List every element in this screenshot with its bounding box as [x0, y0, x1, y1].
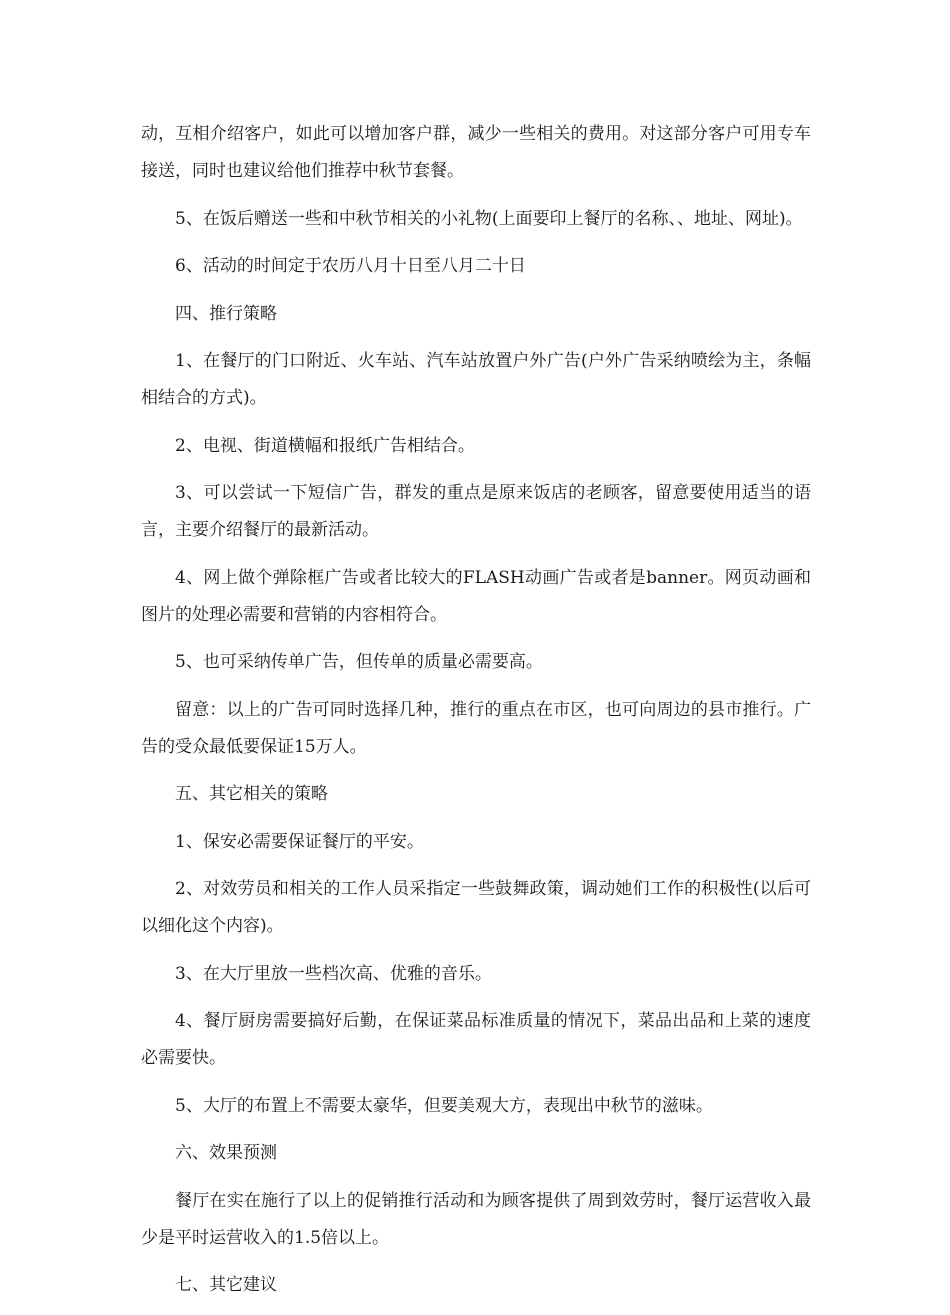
section-heading: 七、其它建议: [175, 1275, 277, 1295]
paragraph: 5、大厅的布置上不需要太豪华，但要美观大方，表现出中秋节的滋味。: [175, 1095, 713, 1116]
paragraph: 餐厅在实在施行了以上的促销推行活动和为顾客提供了周到效劳时，餐厅运营收入最少是平时运营收入的1.5倍以上。: [141, 1190, 811, 1248]
document-body: [141, 116, 811, 1315]
paragraph: 动，互相介绍客户，如此可以增加客户群，减少一些相关的费用。对这部分客户可用专车接送，同时也建议给他们推荐中秋节套餐。: [141, 124, 811, 181]
paragraph: 留意：以上的广告可同时选择几种，推行的重点在市区，也可向周边的县市推行。广告的受众最低要保证15万人。: [141, 699, 811, 757]
section-heading: 六、效果预测: [175, 1143, 277, 1163]
paragraph: 4、餐厅厨房需要搞好后勤，在保证菜品标准质量的情况下，菜品出品和上菜的速度必需要快。: [141, 1011, 811, 1068]
paragraph: 3、在大厅里放一些档次高、优雅的音乐。: [175, 963, 492, 984]
section-heading: 五、其它相关的策略: [175, 784, 328, 804]
paragraph: 3、可以尝试一下短信广告，群发的重点是原来饭店的老顾客，留意要使用适当的语言，主要介绍餐厅的最新活动。: [141, 483, 811, 540]
paragraph: 1、保安必需要保证餐厅的平安。: [175, 831, 424, 852]
paragraph: 1、在餐厅的门口附近、火车站、汽车站放置户外广告(户外广告采纳喷绘为主，条幅相结合的方式)。: [141, 351, 811, 408]
section-heading: 四、推行策略: [175, 303, 277, 324]
paragraph: 5、也可采纳传单广告，但传单的质量必需要高。: [175, 652, 543, 672]
paragraph: 2、对效劳员和相关的工作人员采指定一些鼓舞政策，调动她们工作的积极性(以后可以细化这个内容)。: [141, 879, 811, 936]
paragraph: 4、网上做个弹除框广告或者比较大的FLASH动画广告或者是banner。网页动画和图片的处理必需要和营销的内容相符合。: [141, 567, 811, 625]
paragraph: 2、电视、街道横幅和报纸广告相结合。: [175, 435, 475, 456]
paragraph: 6、活动的时间定于农历八月十日至八月二十日: [175, 256, 526, 276]
paragraph: 5、在饭后赠送一些和中秋节相关的小礼物(上面要印上餐厅的名称、、地址、网址)。: [175, 208, 803, 229]
